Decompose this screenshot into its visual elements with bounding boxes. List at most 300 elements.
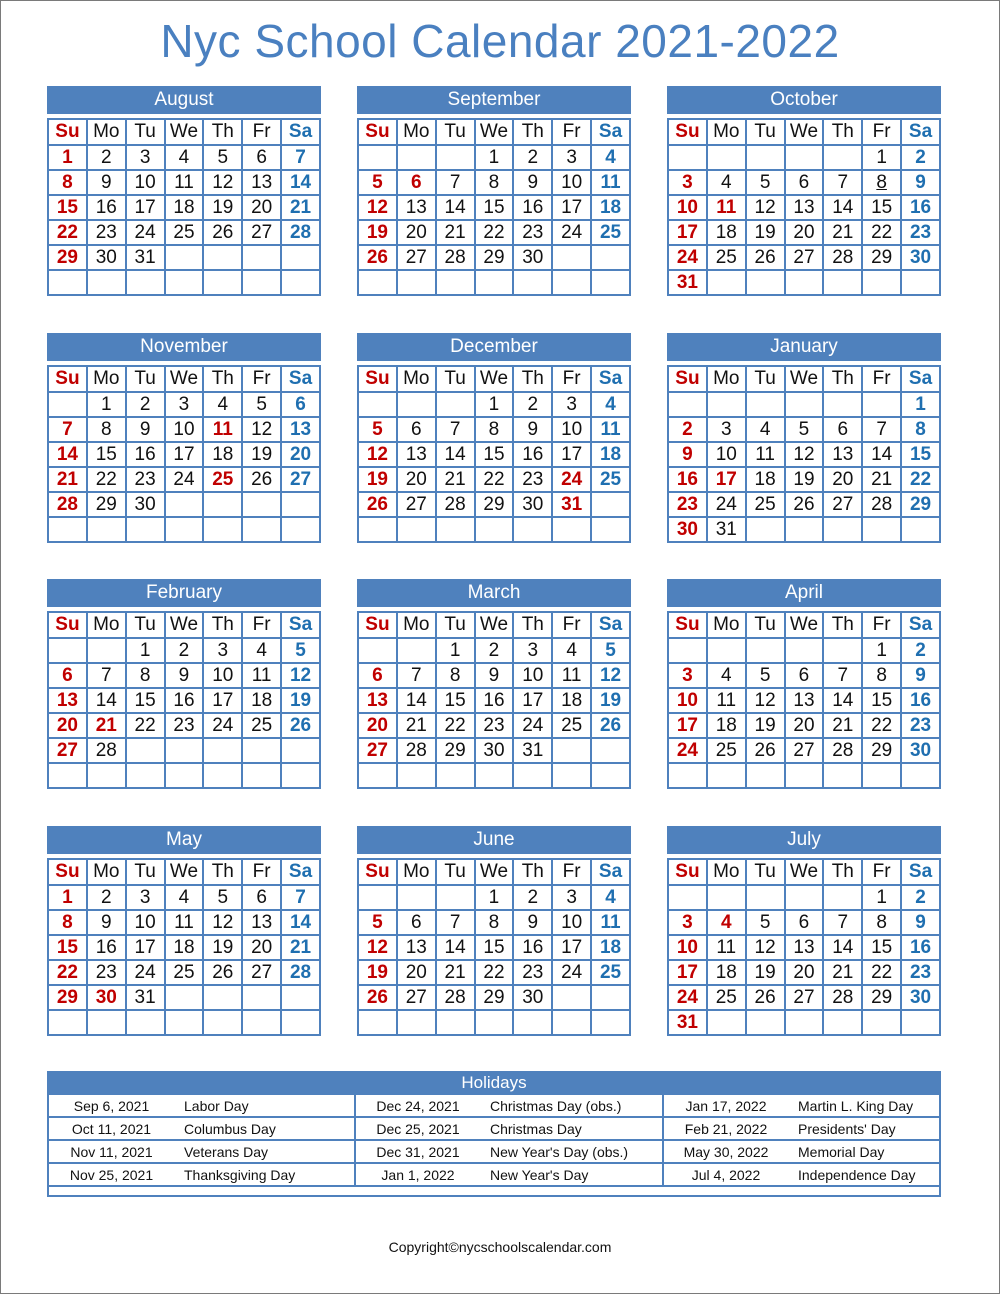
day-cell: 30 [901, 985, 940, 1010]
day-cell [901, 1010, 940, 1035]
holiday-name: Christmas Day [480, 1117, 663, 1140]
day-cell: 12 [203, 170, 242, 195]
day-cell: 7 [87, 663, 126, 688]
day-cell: 16 [901, 935, 940, 960]
day-cell: 19 [785, 467, 824, 492]
day-cell: 7 [823, 663, 862, 688]
day-cell: 24 [707, 492, 746, 517]
day-cell: 24 [126, 220, 165, 245]
month-december [357, 333, 631, 543]
day-cell: 23 [901, 220, 940, 245]
day-cell: 17 [552, 195, 591, 220]
day-cell: 25 [591, 467, 630, 492]
day-cell: 25 [707, 985, 746, 1010]
day-cell [746, 145, 785, 170]
month-header: April [667, 579, 941, 607]
month-table [667, 365, 941, 543]
day-cell: 22 [862, 713, 901, 738]
day-cell [48, 392, 87, 417]
holiday-date: Jan 1, 2022 [355, 1163, 480, 1186]
day-cell: 24 [513, 713, 552, 738]
day-cell: 2 [668, 417, 707, 442]
day-cell: 11 [707, 688, 746, 713]
day-cell [281, 245, 320, 270]
day-cell: 1 [862, 145, 901, 170]
day-cell: 18 [707, 960, 746, 985]
day-cell: 11 [707, 935, 746, 960]
weekday-header: Tu [126, 366, 165, 392]
day-cell: 18 [165, 195, 204, 220]
day-cell: 7 [281, 145, 320, 170]
weekday-header: Mo [707, 612, 746, 638]
weekday-header: Su [668, 366, 707, 392]
weekday-header: Tu [436, 859, 475, 885]
day-cell: 31 [126, 985, 165, 1010]
day-cell: 12 [242, 417, 281, 442]
day-cell: 29 [862, 738, 901, 763]
day-cell [785, 638, 824, 663]
day-cell [746, 763, 785, 788]
weekday-header: Th [823, 859, 862, 885]
day-cell: 17 [668, 960, 707, 985]
holiday-row [49, 1095, 939, 1117]
holiday-name: Labor Day [174, 1095, 355, 1117]
day-cell: 22 [475, 220, 514, 245]
day-cell: 4 [165, 885, 204, 910]
day-cell: 25 [707, 245, 746, 270]
day-cell: 12 [785, 442, 824, 467]
day-cell: 1 [901, 392, 940, 417]
day-cell [242, 985, 281, 1010]
day-cell: 10 [707, 442, 746, 467]
holiday-date: May 30, 2022 [663, 1140, 788, 1163]
day-cell [513, 763, 552, 788]
day-cell: 18 [242, 688, 281, 713]
weekday-header: We [785, 612, 824, 638]
month-september [357, 86, 631, 296]
weekday-header: Fr [862, 119, 901, 145]
weekday-header: Sa [281, 612, 320, 638]
day-cell: 8 [87, 417, 126, 442]
day-cell: 7 [436, 417, 475, 442]
weekday-header: Tu [436, 366, 475, 392]
day-cell: 18 [746, 467, 785, 492]
weekday-header: Th [513, 612, 552, 638]
day-cell [281, 517, 320, 542]
weekday-header: Mo [87, 859, 126, 885]
day-cell [823, 763, 862, 788]
weekday-header: Th [203, 119, 242, 145]
day-cell: 1 [475, 145, 514, 170]
day-cell: 6 [397, 910, 436, 935]
day-cell [823, 270, 862, 295]
day-cell [436, 885, 475, 910]
day-cell [668, 885, 707, 910]
day-cell: 23 [87, 220, 126, 245]
day-cell: 20 [785, 713, 824, 738]
holiday-name: Martin L. King Day [788, 1095, 939, 1117]
day-cell: 11 [552, 663, 591, 688]
day-cell [358, 517, 397, 542]
weekday-header: Th [513, 119, 552, 145]
day-cell: 30 [901, 738, 940, 763]
day-cell: 12 [281, 663, 320, 688]
day-cell: 16 [513, 195, 552, 220]
weekday-header: We [165, 366, 204, 392]
weekday-header: We [475, 119, 514, 145]
day-cell: 21 [436, 960, 475, 985]
holidays-body [47, 1095, 941, 1197]
day-cell: 21 [397, 713, 436, 738]
day-cell: 27 [397, 245, 436, 270]
month-table [47, 858, 321, 1036]
day-cell: 8 [436, 663, 475, 688]
day-cell: 23 [475, 713, 514, 738]
day-cell: 11 [242, 663, 281, 688]
day-cell: 9 [126, 417, 165, 442]
day-cell: 23 [901, 960, 940, 985]
day-cell: 14 [823, 935, 862, 960]
day-cell [203, 1010, 242, 1035]
day-cell [707, 145, 746, 170]
day-cell: 25 [165, 220, 204, 245]
day-cell [397, 885, 436, 910]
weekday-header: Tu [436, 612, 475, 638]
day-cell: 10 [513, 663, 552, 688]
day-cell: 10 [126, 170, 165, 195]
holiday-date: Dec 24, 2021 [355, 1095, 480, 1117]
day-cell: 9 [513, 417, 552, 442]
month-table [357, 118, 631, 296]
day-cell: 4 [242, 638, 281, 663]
day-cell: 29 [475, 985, 514, 1010]
day-cell: 13 [823, 442, 862, 467]
day-cell: 21 [281, 935, 320, 960]
day-cell: 15 [901, 442, 940, 467]
weekday-header: Th [513, 366, 552, 392]
day-cell [475, 270, 514, 295]
holiday-name: Christmas Day (obs.) [480, 1095, 663, 1117]
month-header: October [667, 86, 941, 114]
day-cell [87, 763, 126, 788]
month-table [47, 365, 321, 543]
weekday-header: We [165, 119, 204, 145]
day-cell: 28 [823, 245, 862, 270]
holiday-date: Oct 11, 2021 [49, 1117, 174, 1140]
day-cell [552, 517, 591, 542]
day-cell: 1 [48, 885, 87, 910]
day-cell: 19 [591, 688, 630, 713]
day-cell: 29 [48, 245, 87, 270]
weekday-header: Fr [862, 612, 901, 638]
day-cell: 11 [707, 195, 746, 220]
day-cell: 28 [281, 220, 320, 245]
weekday-header: Th [203, 859, 242, 885]
day-cell: 8 [901, 417, 940, 442]
day-cell: 6 [48, 663, 87, 688]
day-cell [591, 985, 630, 1010]
day-cell: 20 [785, 960, 824, 985]
month-table [357, 858, 631, 1036]
day-cell: 19 [746, 713, 785, 738]
day-cell: 26 [746, 985, 785, 1010]
day-cell [591, 517, 630, 542]
day-cell [165, 763, 204, 788]
weekday-header: Fr [862, 366, 901, 392]
weekday-header: Th [823, 366, 862, 392]
day-cell [785, 1010, 824, 1035]
holiday-date: Nov 25, 2021 [49, 1163, 174, 1186]
weekday-header: Mo [397, 119, 436, 145]
day-cell: 14 [281, 170, 320, 195]
day-cell: 22 [862, 960, 901, 985]
day-cell: 27 [823, 492, 862, 517]
day-cell: 17 [668, 713, 707, 738]
day-cell [436, 763, 475, 788]
day-cell [823, 517, 862, 542]
day-cell: 15 [475, 195, 514, 220]
day-cell: 17 [552, 935, 591, 960]
day-cell [397, 270, 436, 295]
day-cell: 26 [203, 960, 242, 985]
day-cell: 10 [165, 417, 204, 442]
day-cell: 3 [126, 885, 165, 910]
day-cell: 13 [397, 195, 436, 220]
day-cell [668, 392, 707, 417]
day-cell: 26 [358, 245, 397, 270]
day-cell: 6 [358, 663, 397, 688]
day-cell: 16 [165, 688, 204, 713]
weekday-header: Mo [397, 612, 436, 638]
day-cell: 12 [591, 663, 630, 688]
day-cell: 3 [552, 885, 591, 910]
day-cell: 3 [668, 663, 707, 688]
day-cell: 15 [862, 935, 901, 960]
day-cell: 10 [203, 663, 242, 688]
weekday-header: We [785, 859, 824, 885]
day-cell: 17 [165, 442, 204, 467]
day-cell: 25 [165, 960, 204, 985]
day-cell: 31 [707, 517, 746, 542]
day-cell: 4 [165, 145, 204, 170]
day-cell [785, 392, 824, 417]
month-april [667, 579, 941, 789]
day-cell: 16 [513, 442, 552, 467]
day-cell: 16 [513, 935, 552, 960]
weekday-header: Mo [707, 119, 746, 145]
day-cell [48, 638, 87, 663]
day-cell: 6 [785, 663, 824, 688]
weekday-header: Su [48, 119, 87, 145]
day-cell: 24 [668, 985, 707, 1010]
day-cell: 19 [281, 688, 320, 713]
weekday-header: Su [358, 859, 397, 885]
day-cell: 30 [668, 517, 707, 542]
day-cell [436, 145, 475, 170]
day-cell: 30 [513, 985, 552, 1010]
day-cell [203, 763, 242, 788]
day-cell: 2 [513, 885, 552, 910]
day-cell [901, 763, 940, 788]
day-cell: 27 [785, 985, 824, 1010]
weekday-header: We [785, 366, 824, 392]
day-cell [513, 270, 552, 295]
day-cell [242, 517, 281, 542]
day-cell [126, 1010, 165, 1035]
month-march [357, 579, 631, 789]
day-cell: 9 [513, 170, 552, 195]
holidays-header: Holidays [47, 1071, 941, 1095]
day-cell [126, 517, 165, 542]
day-cell [552, 738, 591, 763]
day-cell: 4 [591, 145, 630, 170]
day-cell: 18 [591, 195, 630, 220]
day-cell: 5 [203, 145, 242, 170]
day-cell [281, 738, 320, 763]
day-cell: 4 [746, 417, 785, 442]
day-cell [785, 763, 824, 788]
day-cell: 14 [397, 688, 436, 713]
day-cell [48, 763, 87, 788]
day-cell [281, 985, 320, 1010]
day-cell: 17 [203, 688, 242, 713]
day-cell: 15 [48, 195, 87, 220]
day-cell [203, 492, 242, 517]
day-cell: 20 [823, 467, 862, 492]
day-cell: 27 [785, 738, 824, 763]
day-cell: 9 [87, 170, 126, 195]
day-cell [165, 985, 204, 1010]
day-cell [823, 638, 862, 663]
day-cell: 22 [48, 960, 87, 985]
weekday-header: We [475, 859, 514, 885]
day-cell: 25 [242, 713, 281, 738]
holiday-name: Memorial Day [788, 1140, 939, 1163]
day-cell [746, 517, 785, 542]
weekday-header: Sa [591, 612, 630, 638]
day-cell: 27 [785, 245, 824, 270]
day-cell: 18 [707, 713, 746, 738]
weekday-header: Sa [901, 612, 940, 638]
day-cell [358, 1010, 397, 1035]
day-cell: 12 [358, 935, 397, 960]
day-cell: 23 [126, 467, 165, 492]
day-cell [862, 763, 901, 788]
day-cell: 29 [48, 985, 87, 1010]
day-cell: 20 [48, 713, 87, 738]
day-cell: 23 [513, 960, 552, 985]
day-cell: 31 [126, 245, 165, 270]
day-cell: 15 [87, 442, 126, 467]
day-cell: 22 [475, 960, 514, 985]
day-cell [746, 638, 785, 663]
day-cell: 7 [862, 417, 901, 442]
day-cell [203, 738, 242, 763]
day-cell: 23 [668, 492, 707, 517]
day-cell: 3 [668, 170, 707, 195]
day-cell [242, 1010, 281, 1035]
day-cell [48, 517, 87, 542]
day-cell [552, 245, 591, 270]
day-cell [707, 763, 746, 788]
day-cell: 29 [475, 492, 514, 517]
day-cell: 28 [823, 985, 862, 1010]
day-cell [436, 270, 475, 295]
day-cell: 28 [436, 245, 475, 270]
day-cell: 13 [785, 688, 824, 713]
weekday-header: Sa [901, 119, 940, 145]
day-cell: 9 [668, 442, 707, 467]
day-cell [165, 270, 204, 295]
day-cell [203, 245, 242, 270]
day-cell: 13 [48, 688, 87, 713]
day-cell [281, 1010, 320, 1035]
day-cell: 24 [165, 467, 204, 492]
day-cell: 14 [823, 195, 862, 220]
weekday-header: Fr [242, 119, 281, 145]
day-cell: 9 [87, 910, 126, 935]
day-cell: 8 [862, 170, 901, 195]
day-cell: 22 [436, 713, 475, 738]
day-cell: 3 [552, 392, 591, 417]
day-cell: 23 [513, 467, 552, 492]
day-cell [397, 145, 436, 170]
weekday-header: Fr [242, 366, 281, 392]
day-cell [668, 145, 707, 170]
day-cell: 15 [475, 935, 514, 960]
day-cell: 17 [126, 935, 165, 960]
day-cell: 8 [48, 170, 87, 195]
day-cell [48, 270, 87, 295]
day-cell: 18 [591, 935, 630, 960]
day-cell: 4 [707, 170, 746, 195]
day-cell [281, 763, 320, 788]
day-cell: 28 [48, 492, 87, 517]
day-cell: 27 [242, 960, 281, 985]
day-cell: 26 [591, 713, 630, 738]
day-cell: 12 [203, 910, 242, 935]
day-cell [513, 517, 552, 542]
weekday-header: Tu [746, 859, 785, 885]
day-cell: 5 [242, 392, 281, 417]
day-cell: 13 [281, 417, 320, 442]
day-cell: 7 [397, 663, 436, 688]
day-cell [746, 392, 785, 417]
day-cell: 8 [475, 417, 514, 442]
holiday-date: Sep 6, 2021 [49, 1095, 174, 1117]
weekday-header: We [475, 612, 514, 638]
weekday-header: Mo [707, 366, 746, 392]
day-cell: 24 [668, 738, 707, 763]
day-cell: 27 [397, 985, 436, 1010]
month-august [47, 86, 321, 296]
day-cell: 30 [87, 985, 126, 1010]
holiday-name: New Year's Day (obs.) [480, 1140, 663, 1163]
day-cell [203, 270, 242, 295]
day-cell: 7 [823, 910, 862, 935]
day-cell: 11 [203, 417, 242, 442]
day-cell: 28 [87, 738, 126, 763]
day-cell: 29 [87, 492, 126, 517]
day-cell: 20 [397, 220, 436, 245]
day-cell: 8 [126, 663, 165, 688]
day-cell [591, 763, 630, 788]
day-cell: 19 [203, 935, 242, 960]
day-cell: 12 [358, 442, 397, 467]
day-cell: 1 [475, 885, 514, 910]
holidays-blank-row [49, 1187, 939, 1195]
day-cell: 13 [397, 935, 436, 960]
